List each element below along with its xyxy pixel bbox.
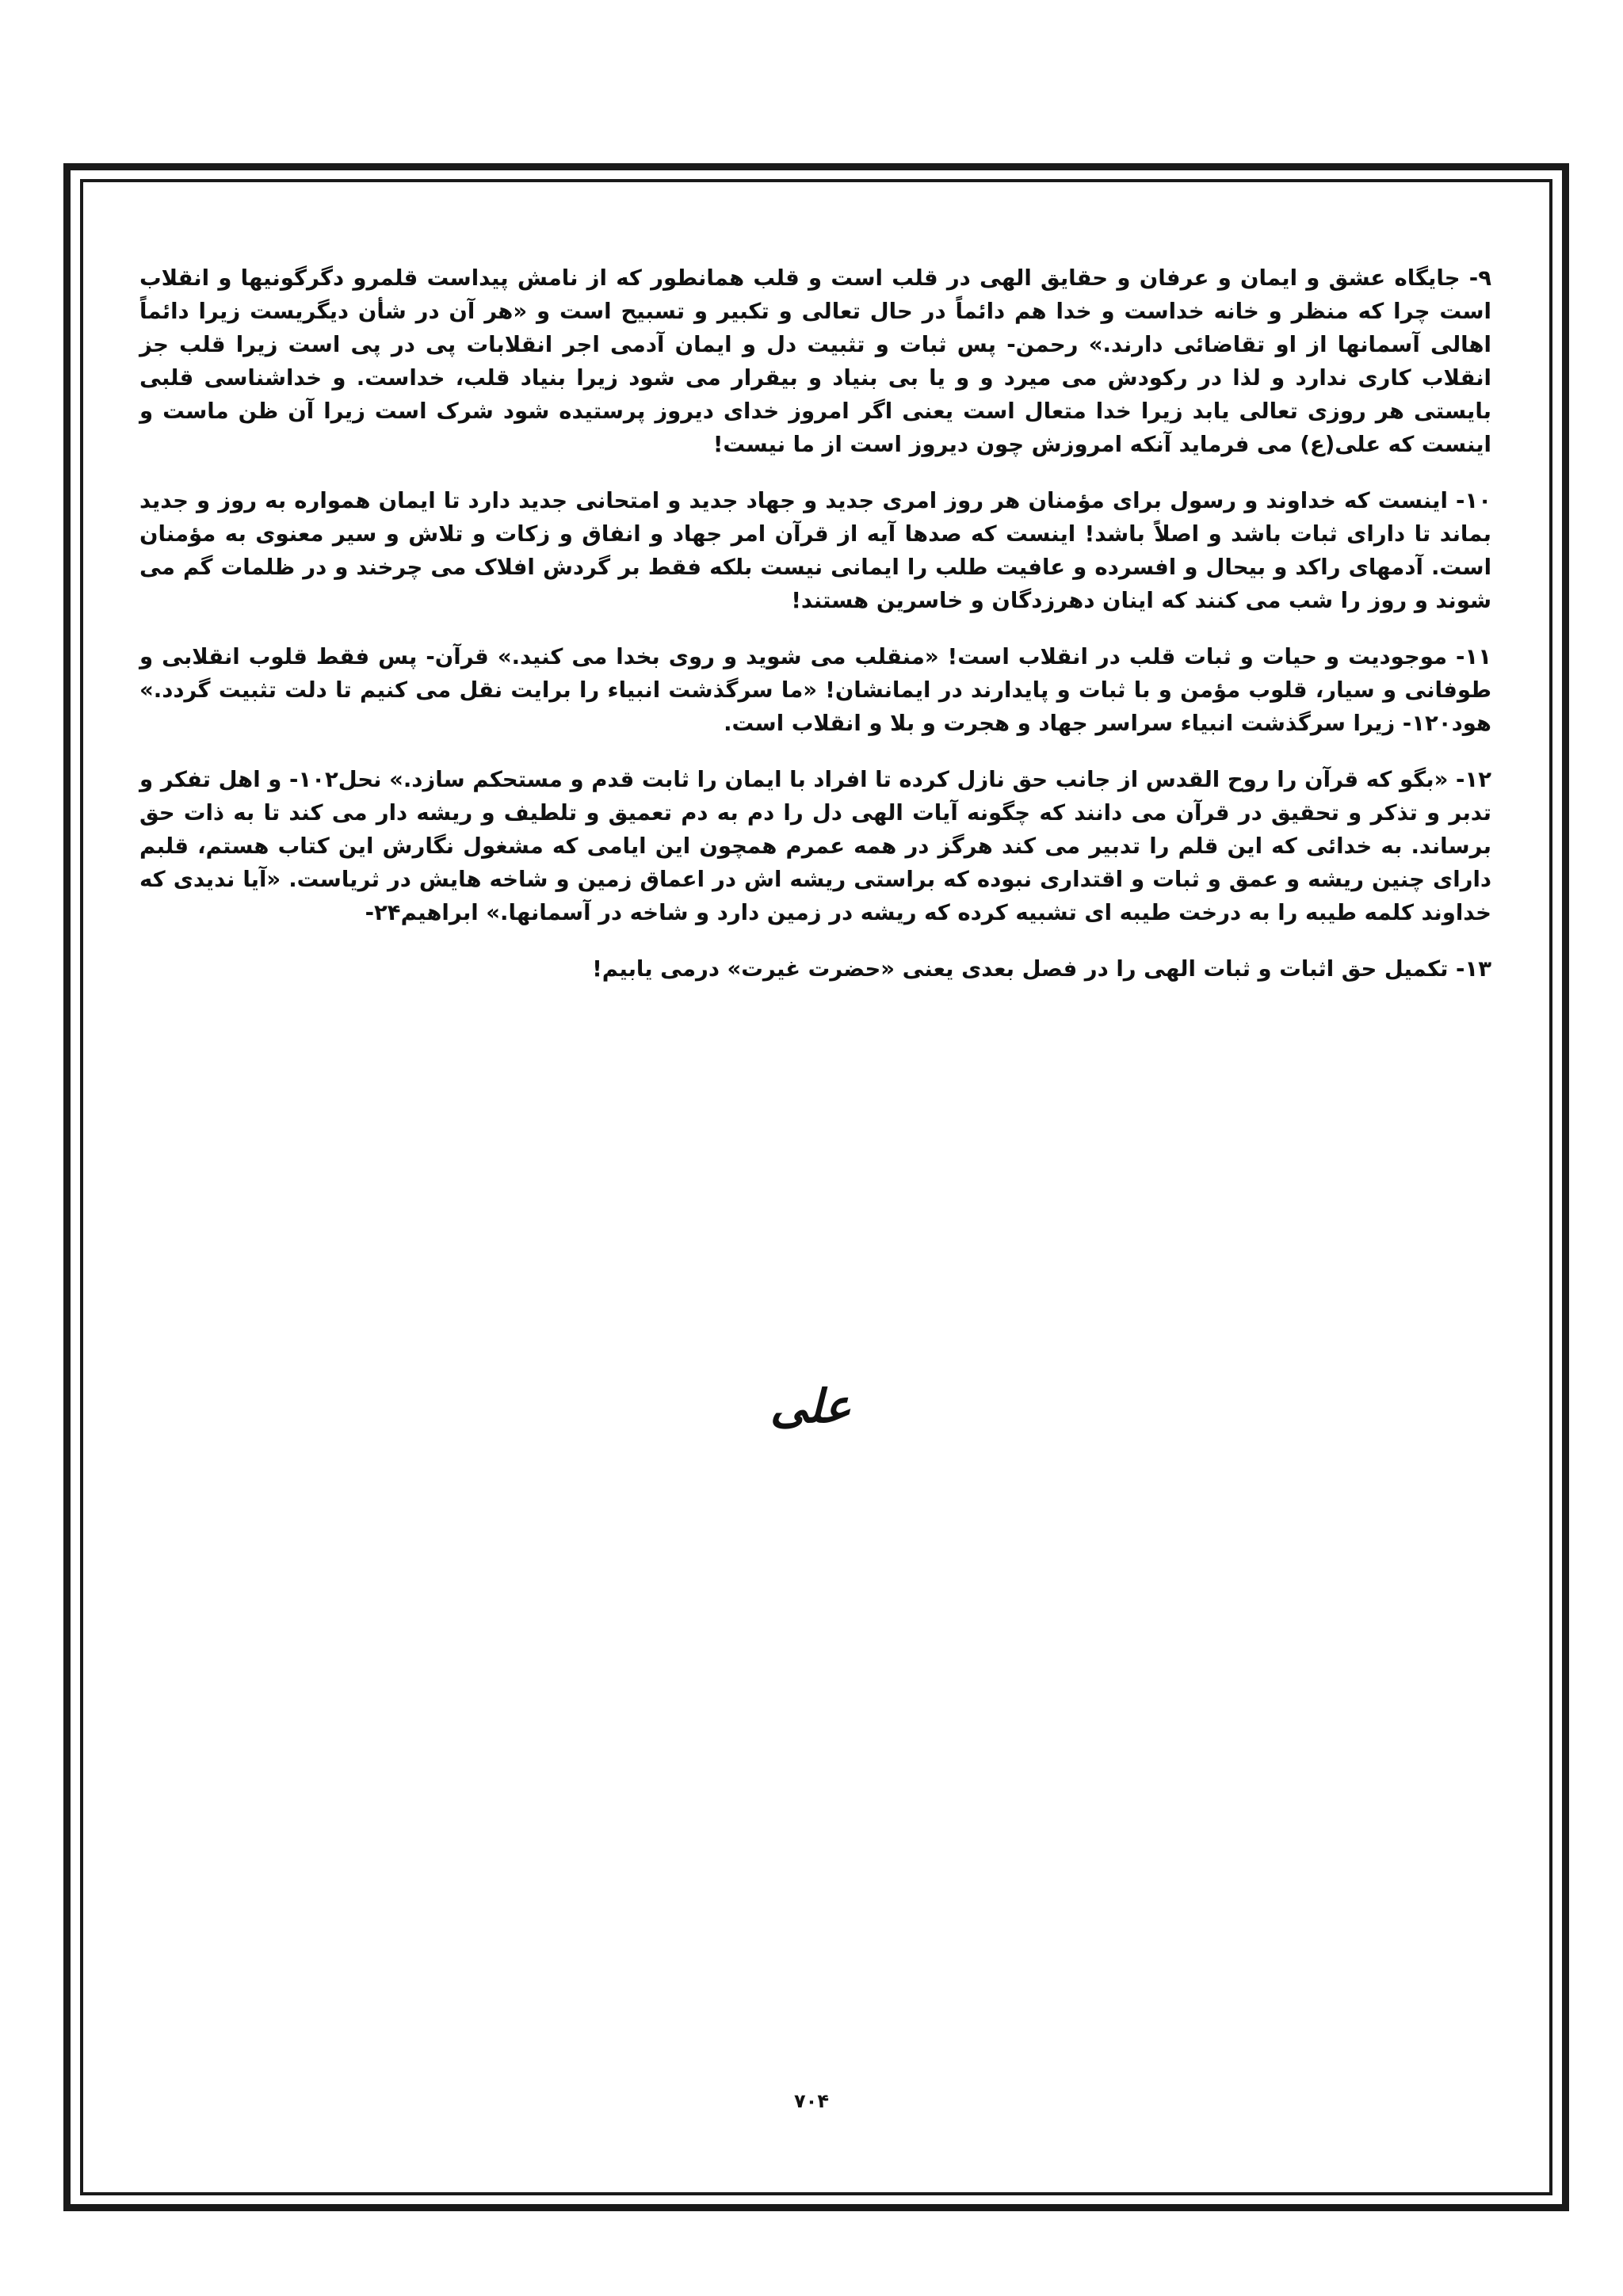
- page-number: ۷۰۴: [794, 2090, 829, 2112]
- paragraph-13: ۱۳- تکمیل حق اثبات و ثبات الهی را در فصل بعدی یعنی «حضرت غیرت» درمی یابیم!: [592, 956, 1491, 982]
- paragraph-9: ۹- جایگاه عشق و ایمان و عرفان و حقایق الهی در قلب است و قلب همانطور که از نامش پیداست قلمرو دگرگونیها و انقلاب است چرا که منظر و خانه خداست و خدا هم دائماً در حال تعالی و تکبیر و تسبیح است و «هر آن در شأن دیگریست زیرا دائماً اهالی آسمانها از او تقاضائی دارند.» رحمن- پس ثبات و تثبیت دل و ایمان آدمی اجر انقلابات پی در پی است زیرا قلب جز انقلاب کاری ندارد و لذا در رکودش می میرد و و یا بی بنیاد و بیقرار می شود زیرا بنیاد قلب، خداست. و خداشناسی قلبی بایستی هر روزی تعالی یابد زیرا خدا متعال است یعنی اگر امروز خدای دیروز پرستیده شود شرک است زیرا آن ظن ماست و اینست که علی(ع) می فرماید آنکه امروزش چون دیروز است از ما نیست!: [139, 265, 1491, 457]
- paragraph-10: ۱۰- اینست که خداوند و رسول برای مؤمنان هر روز امری جدید و جهاد جدید و امتحانی جدید دارد تا ایمان همواره به روز و جدید بماند تا دارای ثبات باشد و اصلاً باشد! اینست که صدها آیه از قرآن امر جهاد و انفاق و زکات و تلاش و سیر معنوی به مؤمنان است. آدمهای راکد و بیحال و افسرده و عافیت طلب را ایمانی نیست بلکه فقط بر گردش افلاک می چرخند و در ظلمات گم می شوند و روز را شب می کنند که اینان دهرزدگان و خاسرین هستند!: [139, 488, 1491, 613]
- paragraph-11: ۱۱- موجودیت و حیات و ثبات قلب در انقلاب است! «منقلب می شوید و روی بخدا می کنید.» قرآن- پس فقط قلوب انقلابی و طوفانی و سیار، قلوب مؤمن و با ثبات و پایدارند در ایمانشان! «ما سرگذشت انبیاء را برایت نقل می کنیم تا دلت تثبیت گردد.» هود۱۲۰- زیرا سرگذشت انبیاء سراسر جهاد و هجرت و بلا و انقلاب است.: [139, 644, 1491, 736]
- paragraph-12: ۱۲- «بگو که قرآن را روح القدس از جانب حق نازل کرده تا افراد با ایمان را ثابت قدم و مستحکم سازد.» نحل۱۰۲- و اهل تفکر و تدبر و تذکر و تحقیق در قرآن می دانند که چگونه آیات الهی دل را دم به دم تعمیق و تلطیف و ریشه دار می کند تا به ذات حق برساند. به خدائی که این قلم را تدبیر می کند هرگز در همه عمرم همچون این ایامی که مشغول نگارش این کتاب هستم، قلبم دارای چنین ریشه و عمق و ثبات و اقتداری نبوده که براستی ریشه اش در اعماق زمین و شاخه هایش در ثریاست. «آیا ندیدی که خداوند کلمه طیبه را به درخت طیبه ای تشبیه کرده که ریشه در زمین دارد و شاخه در آسمانها.» ابراهیم۲۴-: [139, 767, 1491, 925]
- author-signature: علی: [769, 1379, 851, 1433]
- page-body: [139, 261, 1491, 1009]
